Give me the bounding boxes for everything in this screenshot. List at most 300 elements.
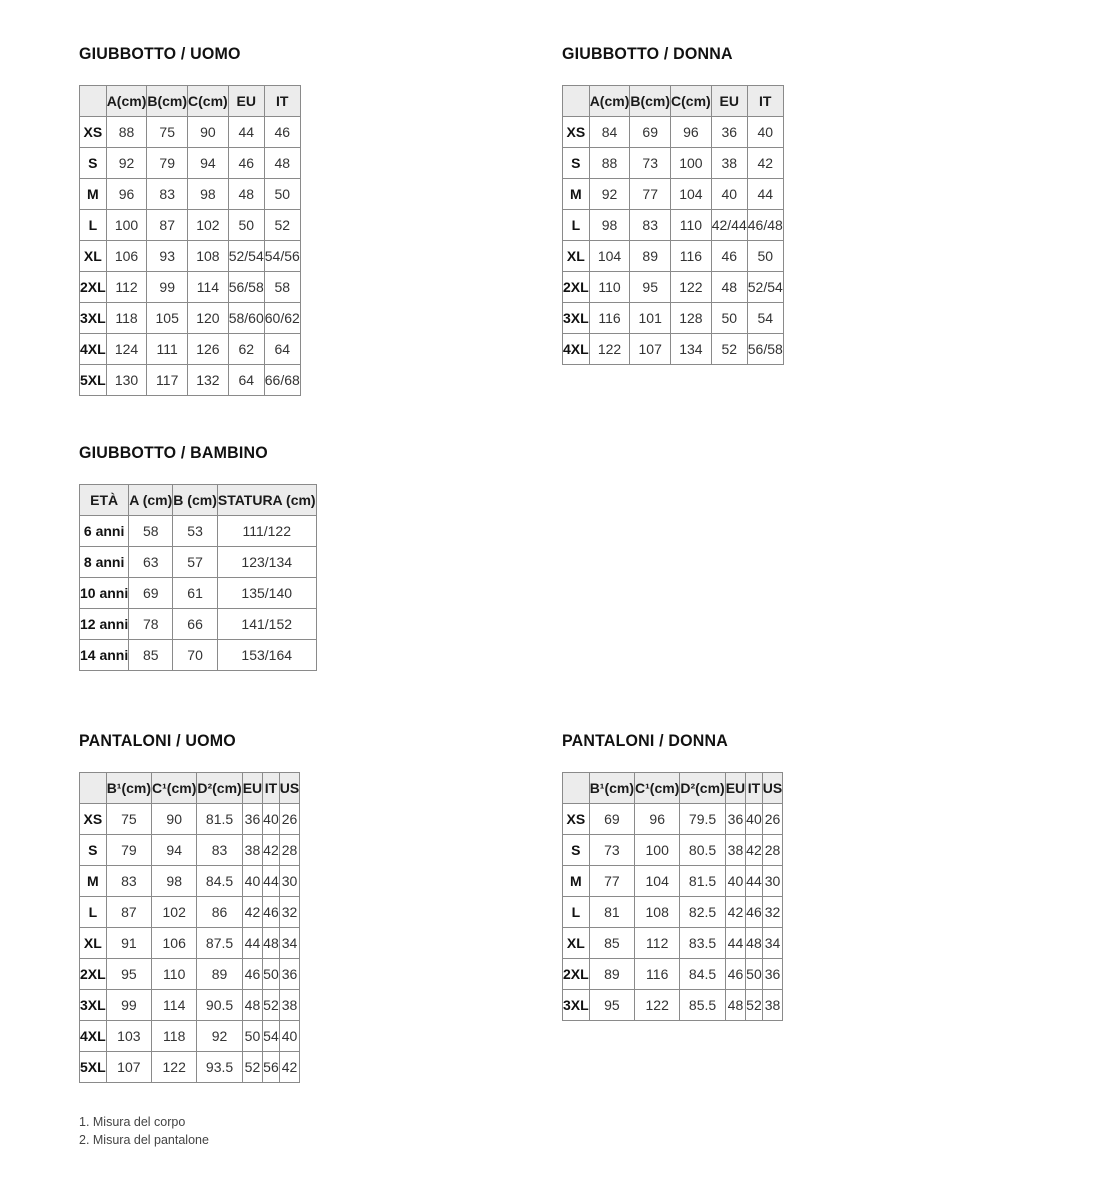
table-cell: 63 <box>129 547 173 578</box>
table-cell: 83 <box>147 179 188 210</box>
column-header: A(cm) <box>589 86 630 117</box>
table-cell: 122 <box>671 272 712 303</box>
row-label: S <box>563 148 590 179</box>
table-header-row <box>563 773 783 804</box>
table-cell: 98 <box>152 866 197 897</box>
table-cell: 126 <box>188 334 229 365</box>
table-row <box>563 148 784 179</box>
column-header: IT <box>263 773 280 804</box>
table-cell: 85 <box>129 640 173 671</box>
table-cell: 48 <box>725 990 745 1021</box>
table-cell: 48 <box>263 928 280 959</box>
table-row <box>80 272 301 303</box>
column-header: D²(cm) <box>197 773 242 804</box>
table-cell: 42 <box>279 1052 299 1083</box>
row-label-header: ETÀ <box>80 485 129 516</box>
table-cell: 77 <box>589 866 634 897</box>
table-cell: 83 <box>630 210 671 241</box>
row-label: M <box>80 866 107 897</box>
size-table-pantaloni-donna <box>562 772 783 1021</box>
table-row <box>563 990 783 1021</box>
table-cell: 102 <box>188 210 229 241</box>
table-cell: 90 <box>188 117 229 148</box>
table-cell: 50 <box>264 179 300 210</box>
table-cell: 128 <box>671 303 712 334</box>
table-cell: 75 <box>147 117 188 148</box>
table-cell: 30 <box>762 866 782 897</box>
size-table-pantaloni-uomo <box>79 772 300 1083</box>
column-header: US <box>279 773 299 804</box>
table-cell: 87.5 <box>197 928 242 959</box>
table-cell: 79.5 <box>680 804 725 835</box>
table-cell: 50 <box>242 1021 262 1052</box>
table-row <box>80 303 301 334</box>
table-cell: 54 <box>747 303 783 334</box>
table-cell: 104 <box>671 179 712 210</box>
table-cell: 116 <box>671 241 712 272</box>
table-cell: 153/164 <box>217 640 316 671</box>
table-cell: 124 <box>106 334 147 365</box>
row-label: 12 anni <box>80 609 129 640</box>
table-row <box>80 334 301 365</box>
table-cell: 54 <box>263 1021 280 1052</box>
table-cell: 95 <box>589 990 634 1021</box>
table-cell: 104 <box>635 866 680 897</box>
table-cell: 26 <box>279 804 299 835</box>
column-header: C¹(cm) <box>635 773 680 804</box>
table-row <box>563 303 784 334</box>
table-cell: 48 <box>711 272 747 303</box>
table-cell: 46 <box>746 897 763 928</box>
table-row <box>80 928 300 959</box>
table-cell: 40 <box>725 866 745 897</box>
table-cell: 108 <box>635 897 680 928</box>
row-label: 8 anni <box>80 547 129 578</box>
row-label: L <box>563 897 590 928</box>
table-row <box>563 179 784 210</box>
column-header: C(cm) <box>671 86 712 117</box>
table-row <box>563 241 784 272</box>
table-header-row <box>563 86 784 117</box>
table-cell: 58 <box>129 516 173 547</box>
table-cell: 50 <box>711 303 747 334</box>
table-cell: 87 <box>147 210 188 241</box>
section-title: GIUBBOTTO / UOMO <box>79 44 241 63</box>
row-label: S <box>80 835 107 866</box>
table-cell: 42/44 <box>711 210 747 241</box>
table-cell: 93.5 <box>197 1052 242 1083</box>
table-cell: 122 <box>152 1052 197 1083</box>
table-cell: 40 <box>279 1021 299 1052</box>
column-header: C¹(cm) <box>152 773 197 804</box>
table-cell: 64 <box>228 365 264 396</box>
table-cell: 44 <box>725 928 745 959</box>
table-row <box>80 578 317 609</box>
row-label: 5XL <box>80 365 107 396</box>
table-cell: 69 <box>129 578 173 609</box>
table-cell: 52 <box>711 334 747 365</box>
table-cell: 112 <box>635 928 680 959</box>
table-cell: 111/122 <box>217 516 316 547</box>
table-cell: 88 <box>589 148 630 179</box>
table-cell: 44 <box>747 179 783 210</box>
table-row <box>80 516 317 547</box>
table-cell: 52 <box>264 210 300 241</box>
table-cell: 83 <box>197 835 242 866</box>
table-cell: 96 <box>635 804 680 835</box>
table-cell: 62 <box>228 334 264 365</box>
table-cell: 101 <box>630 303 671 334</box>
table-row <box>80 148 301 179</box>
row-label: 14 anni <box>80 640 129 671</box>
table-cell: 134 <box>671 334 712 365</box>
row-label: 2XL <box>80 272 107 303</box>
table-cell: 52/54 <box>747 272 783 303</box>
table-cell: 28 <box>279 835 299 866</box>
size-table-giubbotto-donna <box>562 85 784 365</box>
table-cell: 92 <box>197 1021 242 1052</box>
table-cell: 83.5 <box>680 928 725 959</box>
table-row <box>563 210 784 241</box>
table-cell: 104 <box>589 241 630 272</box>
column-header: EU <box>228 86 264 117</box>
row-label: XS <box>563 117 590 148</box>
table-header-row <box>80 485 317 516</box>
column-header: B (cm) <box>173 485 218 516</box>
table-cell: 79 <box>147 148 188 179</box>
table-row <box>563 866 783 897</box>
table-cell: 89 <box>630 241 671 272</box>
table-cell: 90 <box>152 804 197 835</box>
table-cell: 83 <box>106 866 151 897</box>
row-label: XL <box>563 241 590 272</box>
table-cell: 86 <box>197 897 242 928</box>
row-label: XL <box>563 928 590 959</box>
column-header: B¹(cm) <box>589 773 634 804</box>
table-header-row <box>80 86 301 117</box>
table-cell: 98 <box>188 179 229 210</box>
table-cell: 73 <box>630 148 671 179</box>
table-row <box>80 117 301 148</box>
table-cell: 56/58 <box>228 272 264 303</box>
row-label: 4XL <box>80 1021 107 1052</box>
table-cell: 123/134 <box>217 547 316 578</box>
table-cell: 81.5 <box>680 866 725 897</box>
column-header: B(cm) <box>147 86 188 117</box>
row-label: 10 anni <box>80 578 129 609</box>
table-cell: 85 <box>589 928 634 959</box>
table-cell: 38 <box>725 835 745 866</box>
row-label: 3XL <box>563 990 590 1021</box>
column-header: IT <box>746 773 763 804</box>
table-cell: 110 <box>589 272 630 303</box>
table-cell: 50 <box>747 241 783 272</box>
row-label: 3XL <box>80 990 107 1021</box>
table-cell: 85.5 <box>680 990 725 1021</box>
table-cell: 80.5 <box>680 835 725 866</box>
table-cell: 94 <box>152 835 197 866</box>
table-cell: 66/68 <box>264 365 300 396</box>
column-header: US <box>762 773 782 804</box>
table-row <box>80 609 317 640</box>
table-cell: 30 <box>279 866 299 897</box>
table-cell: 46/48 <box>747 210 783 241</box>
table-cell: 60/62 <box>264 303 300 334</box>
table-cell: 84.5 <box>197 866 242 897</box>
row-label: S <box>80 148 107 179</box>
size-table-giubbotto-bambino <box>79 484 317 671</box>
table-cell: 106 <box>152 928 197 959</box>
table-cell: 96 <box>106 179 147 210</box>
table-cell: 48 <box>242 990 262 1021</box>
table-cell: 40 <box>711 179 747 210</box>
row-label-header <box>563 86 590 117</box>
table-cell: 88 <box>106 117 147 148</box>
table-cell: 105 <box>147 303 188 334</box>
table-row <box>80 897 300 928</box>
table-cell: 46 <box>725 959 745 990</box>
table-cell: 36 <box>711 117 747 148</box>
table-cell: 52/54 <box>228 241 264 272</box>
table-cell: 40 <box>242 866 262 897</box>
table-cell: 96 <box>671 117 712 148</box>
table-cell: 81.5 <box>197 804 242 835</box>
column-header: EU <box>711 86 747 117</box>
table-cell: 50 <box>746 959 763 990</box>
table-cell: 110 <box>671 210 712 241</box>
table-cell: 40 <box>263 804 280 835</box>
table-cell: 87 <box>106 897 151 928</box>
table-row <box>80 241 301 272</box>
row-label: 4XL <box>563 334 590 365</box>
table-cell: 70 <box>173 640 218 671</box>
table-cell: 48 <box>264 148 300 179</box>
row-label: 4XL <box>80 334 107 365</box>
table-cell: 108 <box>188 241 229 272</box>
table-cell: 52 <box>746 990 763 1021</box>
table-cell: 135/140 <box>217 578 316 609</box>
size-table-giubbotto-uomo <box>79 85 301 396</box>
section-title: GIUBBOTTO / DONNA <box>562 44 733 63</box>
table-cell: 130 <box>106 365 147 396</box>
table-cell: 54/56 <box>264 241 300 272</box>
table-row <box>80 640 317 671</box>
table-cell: 28 <box>762 835 782 866</box>
row-label: M <box>563 866 590 897</box>
section-title: GIUBBOTTO / BAMBINO <box>79 443 268 462</box>
table-cell: 120 <box>188 303 229 334</box>
table-cell: 57 <box>173 547 218 578</box>
table-cell: 42 <box>725 897 745 928</box>
table-cell: 40 <box>746 804 763 835</box>
table-row <box>80 1052 300 1083</box>
table-cell: 48 <box>746 928 763 959</box>
table-cell: 46 <box>242 959 262 990</box>
column-header: A (cm) <box>129 485 173 516</box>
table-cell: 114 <box>152 990 197 1021</box>
section-title: PANTALONI / DONNA <box>562 731 728 750</box>
table-header-row <box>80 773 300 804</box>
table-cell: 38 <box>711 148 747 179</box>
row-label: 2XL <box>563 959 590 990</box>
footnote-1: 1. Misura del corpo <box>79 1115 186 1129</box>
row-label: 6 anni <box>80 516 129 547</box>
table-cell: 106 <box>106 241 147 272</box>
table-cell: 95 <box>630 272 671 303</box>
table-cell: 98 <box>589 210 630 241</box>
table-cell: 116 <box>589 303 630 334</box>
table-cell: 56/58 <box>747 334 783 365</box>
table-row <box>563 959 783 990</box>
table-cell: 84 <box>589 117 630 148</box>
table-cell: 38 <box>762 990 782 1021</box>
column-header: B(cm) <box>630 86 671 117</box>
table-cell: 50 <box>263 959 280 990</box>
table-cell: 46 <box>263 897 280 928</box>
table-cell: 26 <box>762 804 782 835</box>
table-cell: 112 <box>106 272 147 303</box>
row-label: M <box>563 179 590 210</box>
table-cell: 100 <box>671 148 712 179</box>
table-cell: 79 <box>106 835 151 866</box>
table-cell: 52 <box>263 990 280 1021</box>
table-cell: 114 <box>188 272 229 303</box>
table-cell: 52 <box>242 1052 262 1083</box>
table-cell: 66 <box>173 609 218 640</box>
row-label: XS <box>80 804 107 835</box>
table-cell: 89 <box>589 959 634 990</box>
table-cell: 36 <box>725 804 745 835</box>
table-cell: 75 <box>106 804 151 835</box>
table-cell: 93 <box>147 241 188 272</box>
table-cell: 77 <box>630 179 671 210</box>
table-row <box>80 547 317 578</box>
table-cell: 42 <box>242 897 262 928</box>
row-label: L <box>80 210 107 241</box>
table-cell: 36 <box>279 959 299 990</box>
row-label: 2XL <box>563 272 590 303</box>
table-cell: 91 <box>106 928 151 959</box>
table-cell: 110 <box>152 959 197 990</box>
table-cell: 100 <box>635 835 680 866</box>
table-cell: 90.5 <box>197 990 242 1021</box>
column-header: EU <box>242 773 262 804</box>
row-label: XL <box>80 928 107 959</box>
table-cell: 38 <box>279 990 299 1021</box>
column-header: IT <box>747 86 783 117</box>
row-label: XS <box>563 804 590 835</box>
column-header: EU <box>725 773 745 804</box>
footnotes <box>79 1113 209 1149</box>
table-cell: 32 <box>279 897 299 928</box>
table-cell: 61 <box>173 578 218 609</box>
table-row <box>563 117 784 148</box>
table-cell: 46 <box>228 148 264 179</box>
table-cell: 94 <box>188 148 229 179</box>
table-cell: 34 <box>279 928 299 959</box>
table-cell: 38 <box>242 835 262 866</box>
row-label: S <box>563 835 590 866</box>
row-label-header <box>80 773 107 804</box>
table-cell: 73 <box>589 835 634 866</box>
table-row <box>80 959 300 990</box>
table-cell: 141/152 <box>217 609 316 640</box>
table-cell: 36 <box>762 959 782 990</box>
row-label-header <box>563 773 590 804</box>
table-cell: 132 <box>188 365 229 396</box>
row-label: L <box>563 210 590 241</box>
row-label: 2XL <box>80 959 107 990</box>
table-cell: 69 <box>589 804 634 835</box>
table-cell: 64 <box>264 334 300 365</box>
row-label: 3XL <box>80 303 107 334</box>
table-cell: 103 <box>106 1021 151 1052</box>
column-header: B¹(cm) <box>106 773 151 804</box>
table-cell: 42 <box>747 148 783 179</box>
table-row <box>80 990 300 1021</box>
table-cell: 122 <box>589 334 630 365</box>
table-row <box>563 334 784 365</box>
row-label: 3XL <box>563 303 590 334</box>
column-header: A(cm) <box>106 86 147 117</box>
column-header: IT <box>264 86 300 117</box>
table-row <box>563 272 784 303</box>
table-cell: 58/60 <box>228 303 264 334</box>
table-cell: 58 <box>264 272 300 303</box>
table-row <box>80 866 300 897</box>
table-cell: 92 <box>589 179 630 210</box>
table-cell: 48 <box>228 179 264 210</box>
table-cell: 81 <box>589 897 634 928</box>
table-cell: 118 <box>152 1021 197 1052</box>
table-cell: 46 <box>711 241 747 272</box>
table-cell: 107 <box>630 334 671 365</box>
table-cell: 82.5 <box>680 897 725 928</box>
table-cell: 99 <box>147 272 188 303</box>
table-cell: 95 <box>106 959 151 990</box>
table-cell: 34 <box>762 928 782 959</box>
column-header: STATURA (cm) <box>217 485 316 516</box>
table-cell: 69 <box>630 117 671 148</box>
table-cell: 36 <box>242 804 262 835</box>
table-cell: 99 <box>106 990 151 1021</box>
table-cell: 122 <box>635 990 680 1021</box>
table-cell: 92 <box>106 148 147 179</box>
table-row <box>563 804 783 835</box>
table-cell: 40 <box>747 117 783 148</box>
row-label: XS <box>80 117 107 148</box>
table-row <box>80 179 301 210</box>
row-label: M <box>80 179 107 210</box>
row-label: L <box>80 897 107 928</box>
table-row <box>563 928 783 959</box>
table-row <box>80 1021 300 1052</box>
table-cell: 117 <box>147 365 188 396</box>
table-cell: 116 <box>635 959 680 990</box>
table-cell: 107 <box>106 1052 151 1083</box>
table-cell: 32 <box>762 897 782 928</box>
table-cell: 50 <box>228 210 264 241</box>
table-cell: 42 <box>746 835 763 866</box>
table-row <box>80 365 301 396</box>
table-cell: 56 <box>263 1052 280 1083</box>
table-row <box>80 210 301 241</box>
table-cell: 89 <box>197 959 242 990</box>
table-cell: 78 <box>129 609 173 640</box>
row-label: XL <box>80 241 107 272</box>
table-cell: 44 <box>263 866 280 897</box>
table-cell: 46 <box>264 117 300 148</box>
